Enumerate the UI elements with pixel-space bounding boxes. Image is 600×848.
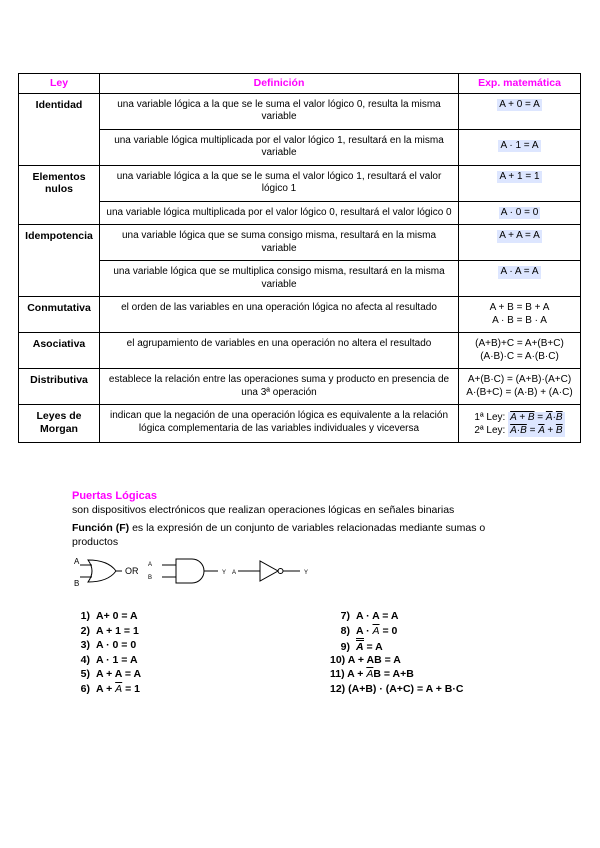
- list-item: 1) A+ 0 = A: [80, 610, 138, 622]
- properties-list-left: [70, 609, 141, 697]
- and-input-a: A: [148, 562, 153, 568]
- list-item: 12) (A+B) · (A+C) = A + B·C: [330, 682, 464, 695]
- law-definition: establece la relación entre las operaciones suma y producto en presencia de una 3ª operación: [100, 369, 459, 405]
- law-name: Identidad: [19, 93, 100, 165]
- list-item: 7) A · A = A: [340, 610, 399, 622]
- expression-line: (A·B)·C = A·(B·C): [480, 350, 559, 362]
- function-definition: Función (F) es la expresión de un conjunto de variables relacionadas mediante sumas o productos: [72, 522, 486, 548]
- law-definition: una variable lógica a la que se le suma el valor lógico 1, resultará el valor lógico 1: [100, 165, 459, 201]
- or-gate-icon: [80, 560, 116, 582]
- law-name: Elementos nulos: [19, 165, 100, 225]
- law-definition: el orden de las variables en una operación lógica no afecta al resultado: [100, 297, 459, 333]
- expression-line: (A+B)+C = A+(B+C): [475, 338, 564, 349]
- morgan-law-2: 2ª Ley: $A\cdot B = \overline{A} + \overline{B}$: [474, 424, 563, 436]
- expression-line: A·(B+C) = (A·B) + (A·C): [466, 386, 573, 398]
- and-output: Y: [222, 570, 227, 576]
- or-input-b: B: [74, 579, 80, 588]
- table-row: [19, 93, 581, 129]
- logic-gates-diagram: [70, 552, 330, 588]
- law-name: Distributiva: [19, 369, 100, 405]
- table-header-row: [19, 74, 581, 94]
- expression-line: A · B = B · A: [492, 314, 547, 326]
- table-row: [19, 333, 581, 369]
- expression-line: A + B = B + A: [489, 302, 550, 313]
- law-expression: [459, 297, 581, 333]
- law-expression: [459, 369, 581, 405]
- law-expression: [459, 405, 581, 443]
- list-item: 11) $A + \overline{A}B = A+B$: [330, 668, 414, 681]
- header-expression: Exp. matemática: [459, 74, 581, 94]
- and-input-b: B: [148, 575, 153, 581]
- or-input-a: A: [74, 557, 80, 566]
- law-definition: una variable lógica que se multiplica consigo misma, resultará en la misma variable: [100, 261, 459, 297]
- table-row: [19, 297, 581, 333]
- table-row: [19, 369, 581, 405]
- header-law: Ley: [19, 74, 100, 94]
- law-name: Conmutativa: [19, 297, 100, 333]
- morgan-law-1: 1ª Ley: $A + B = \overline{A}\cdot\overline{B}$: [474, 412, 563, 423]
- logic-gates-description: son dispositivos electrónicos que realizan operaciones lógicas en señales binarias: [72, 504, 455, 516]
- list-item: 3) A · 0 = 0: [80, 639, 137, 652]
- not-input: A: [232, 570, 237, 576]
- law-definition: una variable lógica multiplicada por el valor lógico 1, resultará en la misma variable: [100, 129, 459, 165]
- law-expression: A · A = A: [500, 266, 539, 277]
- list-item: 8) $A \cdot \overline{A} = 0$: [340, 624, 398, 637]
- list-item: 10) A + AB = A: [330, 653, 401, 666]
- law-definition: el agrupamiento de variables en una operación no altera el resultado: [100, 333, 459, 369]
- not-output: Y: [304, 570, 309, 576]
- law-expression: A + 0 = A: [499, 98, 540, 110]
- law-name: Idempotencia: [19, 225, 100, 297]
- not-gate-icon: [238, 561, 300, 581]
- law-expression: A · 1 = A: [500, 139, 539, 151]
- law-definition: una variable lógica multiplicada por el valor lógico 0, resultará el valor lógico 0: [100, 201, 459, 225]
- boolean-laws-table: [18, 73, 581, 443]
- law-expression: [459, 333, 581, 369]
- table-row: [19, 129, 581, 165]
- expression-line: A+(B·C) = (A+B)·(A+C): [467, 374, 572, 385]
- properties-list-right: [330, 609, 463, 697]
- header-definition: Definición: [100, 74, 459, 94]
- list-item: 5) A + A = A: [80, 668, 142, 681]
- table-row: [19, 165, 581, 201]
- law-name: Leyes de Morgan: [19, 405, 100, 443]
- list-item: 2) A + 1 = 1: [80, 624, 139, 637]
- table-row: [19, 261, 581, 297]
- law-expression: A + A = A: [499, 230, 540, 241]
- and-gate-icon: [162, 559, 218, 583]
- law-name: Asociativa: [19, 333, 100, 369]
- table-row: [19, 201, 581, 225]
- law-definition: una variable lógica que se suma consigo misma, resultará en la misma variable: [100, 225, 459, 261]
- or-label: OR: [125, 566, 139, 576]
- list-item: 4) A · 1 = A: [80, 653, 138, 666]
- logic-gates-title: Puertas Lógicas: [72, 490, 157, 502]
- table-row: [19, 405, 581, 443]
- law-expression: A + 1 = 1: [499, 170, 540, 182]
- law-expression: A · 0 = 0: [500, 206, 539, 218]
- law-definition: una variable lógica a la que se le suma el valor lógico 0, resulta la misma variable: [100, 93, 459, 129]
- law-definition: indican que la negación de una operación lógica es equivalente a la relación lógica complementaria de las variables individuales y viceversa: [100, 405, 459, 443]
- list-item: 6) $A + \overline{A} = 1$: [80, 682, 140, 695]
- table-row: [19, 225, 581, 261]
- list-item: 9) A = A: [330, 638, 463, 653]
